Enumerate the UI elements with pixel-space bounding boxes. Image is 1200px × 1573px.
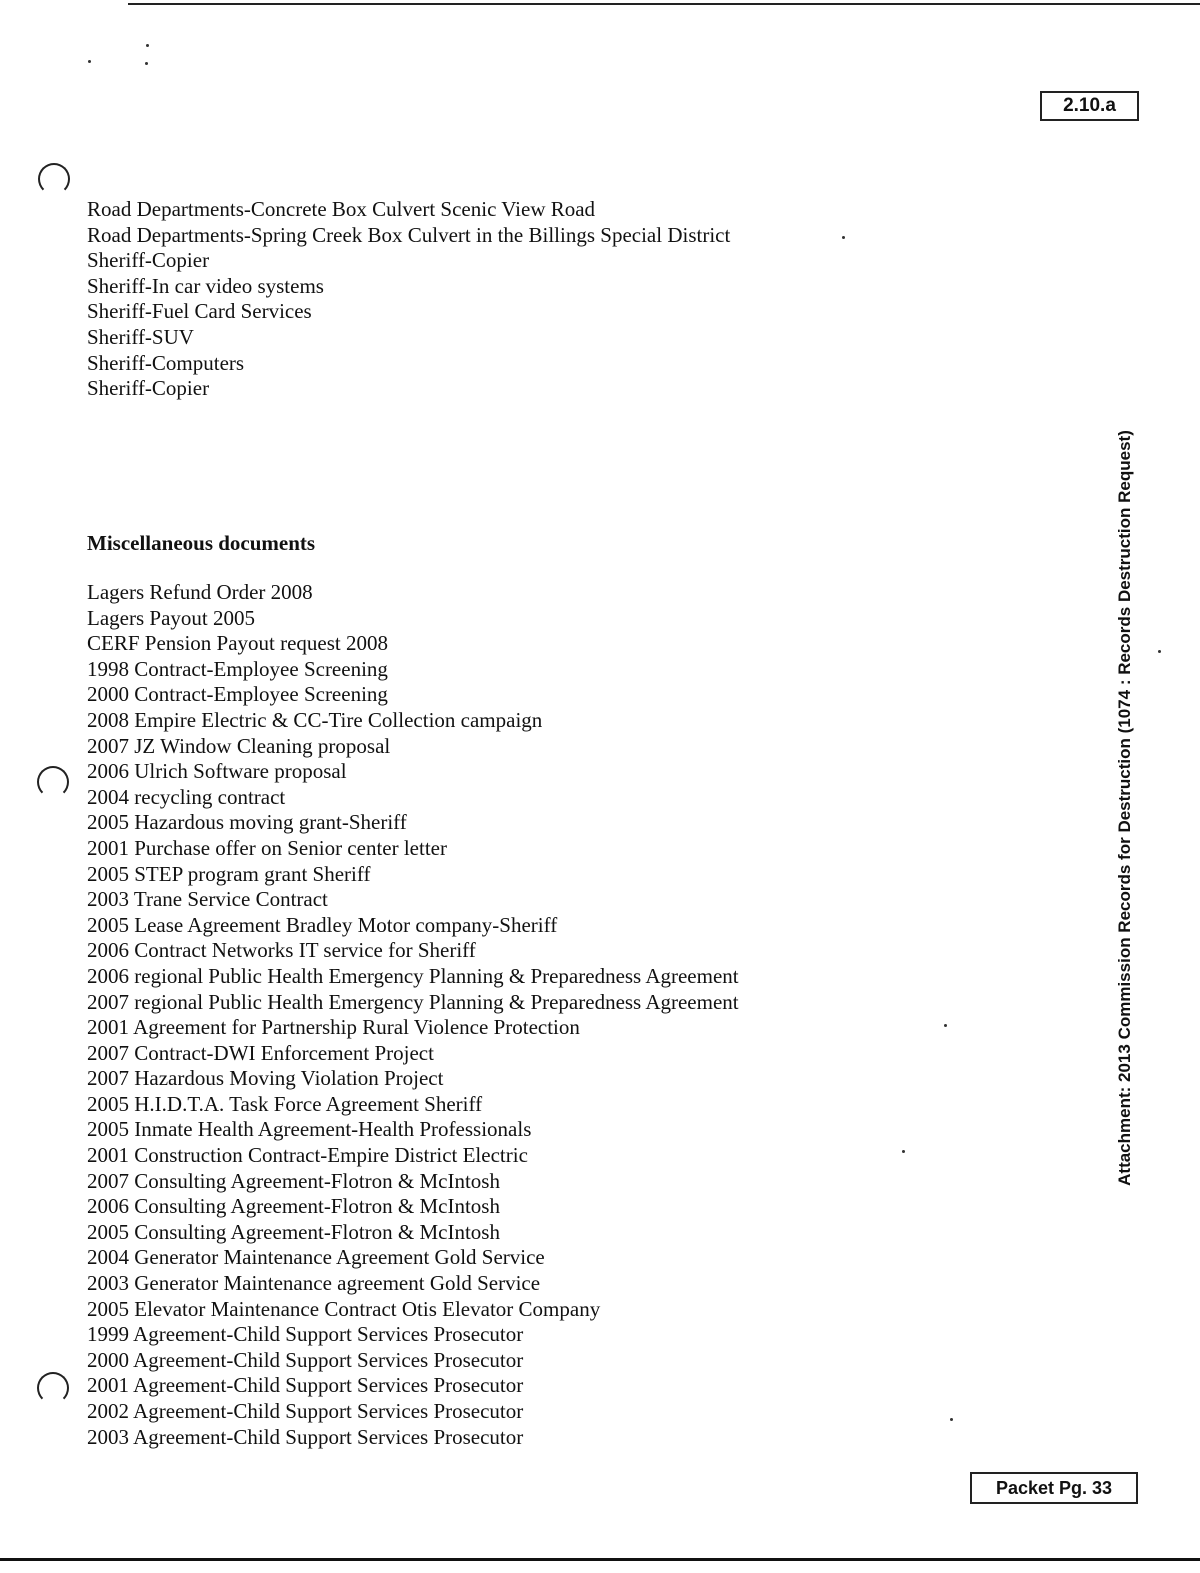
list-item: 2008 Empire Electric & CC-Tire Collection campaign	[87, 707, 543, 732]
bottom-rule	[0, 1558, 1200, 1561]
scan-speck	[944, 1024, 947, 1027]
list-item: 2001 Purchase offer on Senior center letter	[87, 835, 447, 860]
list-item: 2005 Consulting Agreement-Flotron & McIntosh	[87, 1219, 500, 1244]
list-item: 2005 Elevator Maintenance Contract Otis Elevator Company	[87, 1296, 601, 1321]
list-item: 2001 Construction Contract-Empire District Electric	[87, 1143, 528, 1168]
punch-hole-mark	[38, 163, 70, 195]
list-item: 2003 Trane Service Contract	[87, 887, 328, 912]
list-item: 2005 Inmate Health Agreement-Health Professionals	[87, 1117, 532, 1142]
list-item: 2003 Agreement-Child Support Services Prosecutor	[87, 1424, 524, 1449]
list-item: 2000 Contract-Employee Screening	[87, 682, 388, 707]
punch-hole-mark	[37, 766, 69, 798]
packet-page-number: Packet Pg. 33	[970, 1472, 1138, 1504]
scan-speck	[902, 1150, 905, 1153]
list-item: 2001 Agreement-Child Support Services Prosecutor	[87, 1373, 524, 1398]
list-item: 2002 Agreement-Child Support Services Prosecutor	[87, 1399, 524, 1423]
list-item: 2005 Hazardous moving grant-Sheriff	[87, 810, 407, 835]
list-item: 2005 STEP program grant Sheriff	[87, 861, 371, 886]
list-item: 2006 Ulrich Software proposal	[87, 759, 347, 784]
scan-speck	[950, 1418, 953, 1421]
list-item: CERF Pension Payout request 2008	[87, 631, 389, 656]
list-item: 2007 Contract-DWI Enforcement Project	[87, 1040, 434, 1065]
list-item: 2004 recycling contract	[87, 784, 286, 809]
list-item: 2007 Hazardous Moving Violation Project	[87, 1066, 444, 1091]
list-item: 2007 Consulting Agreement-Flotron & McIntosh	[87, 1168, 500, 1193]
scan-speck	[145, 62, 148, 65]
scan-speck	[146, 44, 149, 47]
list-item: 2003 Generator Maintenance agreement Gold Service	[87, 1271, 541, 1296]
list-item: 2005 H.I.D.T.A. Task Force Agreement Sheriff	[87, 1091, 483, 1116]
list-item: 2005 Lease Agreement Bradley Motor company-Sheriff	[87, 912, 558, 937]
punch-hole-mark	[37, 1372, 69, 1404]
list-item: 2006 regional Public Health Emergency Planning & Preparedness Agreement	[87, 963, 739, 988]
list-item: 1999 Agreement-Child Support Services Prosecutor	[87, 1322, 524, 1347]
list-item: Sheriff-Fuel Card Services	[87, 299, 312, 324]
list-item: Lagers Refund Order 2008	[87, 580, 313, 604]
list-item: 2006 Consulting Agreement-Flotron & McIntosh	[87, 1194, 500, 1219]
records-list-top	[87, 197, 730, 402]
list-item: Lagers Payout 2005	[87, 605, 255, 630]
list-item: 2007 JZ Window Cleaning proposal	[87, 733, 391, 758]
list-item: Sheriff-In car video systems	[87, 273, 324, 298]
agenda-item-tag: 2.10.a	[1040, 91, 1139, 121]
list-item: 2007 regional Public Health Emergency Planning & Preparedness Agreement	[87, 989, 739, 1014]
attachment-side-label-text: Attachment: 2013 Commission Records for Destruction (1074 : Records Destruction Request)	[1115, 430, 1134, 1186]
scan-speck	[88, 60, 91, 63]
list-item: 2000 Agreement-Child Support Services Prosecutor	[87, 1347, 524, 1372]
list-item: Sheriff-Copier	[87, 248, 210, 273]
list-item: 2001 Agreement for Partnership Rural Violence Protection	[87, 1015, 580, 1040]
list-item: Sheriff-SUV	[87, 324, 194, 349]
list-item: Road Departments-Concrete Box Culvert Scenic View Road	[87, 197, 596, 221]
top-rule	[128, 3, 1200, 5]
scan-speck	[1158, 650, 1161, 653]
list-item: Sheriff-Copier	[87, 376, 210, 401]
misc-documents-list	[87, 580, 739, 1450]
scan-speck	[842, 236, 845, 239]
list-item: Sheriff-Computers	[87, 350, 245, 375]
list-item: Road Departments-Spring Creek Box Culvert in the Billings Special District	[87, 222, 731, 247]
list-item: 2004 Generator Maintenance Agreement Gold Service	[87, 1245, 545, 1270]
list-item: 1998 Contract-Employee Screening	[87, 656, 388, 681]
list-item: 2006 Contract Networks IT service for Sheriff	[87, 938, 476, 963]
section-heading: Miscellaneous documents	[87, 531, 316, 555]
